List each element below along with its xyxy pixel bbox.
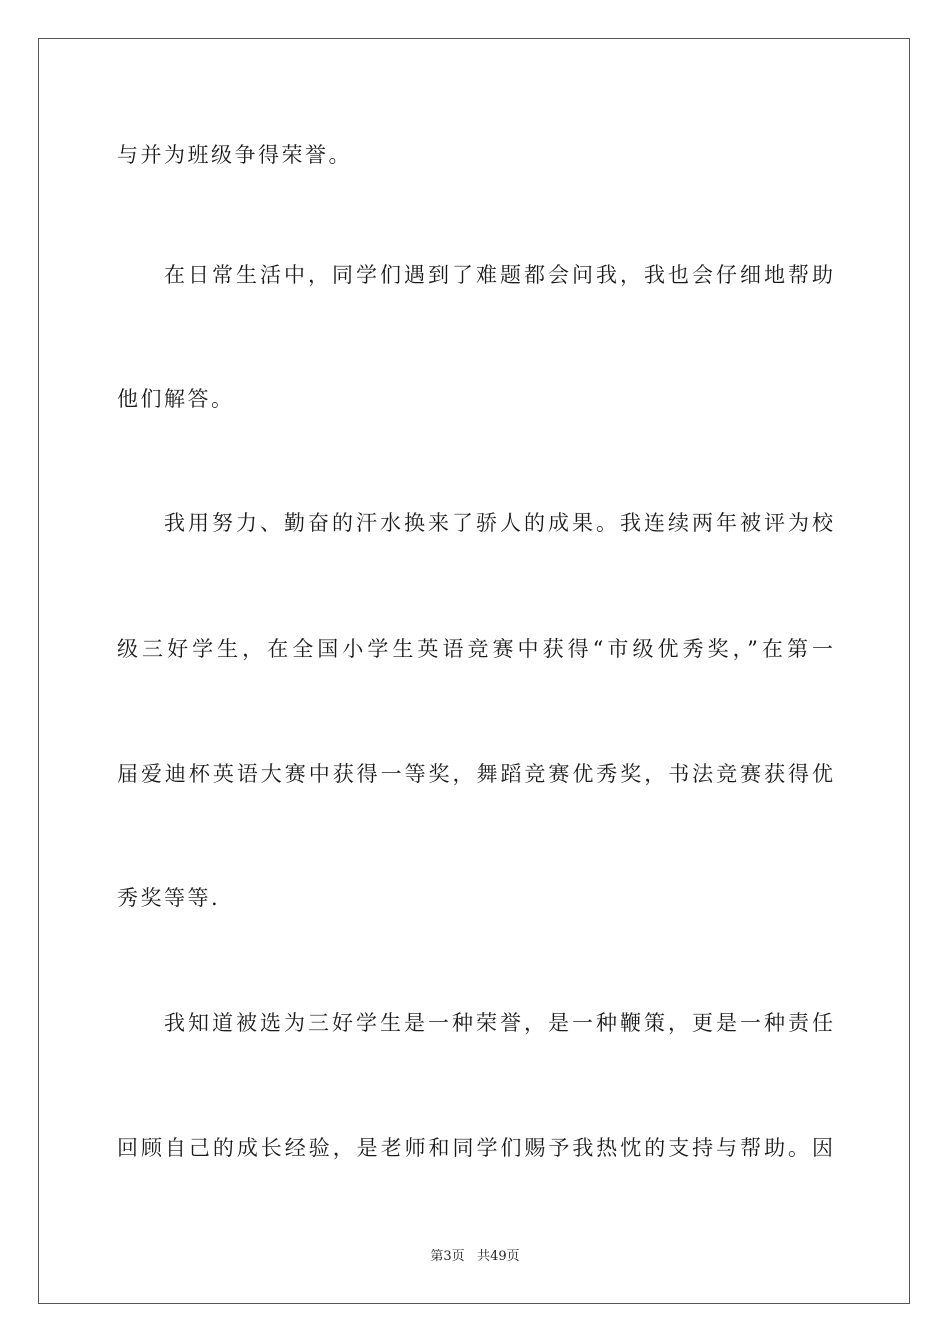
text-line: 他们解答。 xyxy=(117,387,235,411)
text-line: 届爱迪杯英语大赛中获得一等奖，舞蹈竞赛优秀奖，书法竞赛获得优 xyxy=(117,762,833,786)
page-footer xyxy=(0,1248,950,1266)
text-line: 秀奖等等. xyxy=(117,886,221,910)
text-line: 回顾自己的成长经验，是老师和同学们赐予我热忱的支持与帮助。因 xyxy=(117,1136,833,1160)
page-number: 第3页 xyxy=(430,1249,465,1264)
text-line: 与并为班级争得荣誉。 xyxy=(117,143,352,167)
text-line: 级三好学生，在全国小学生英语竞赛中获得“市级优秀奖，”在第一 xyxy=(117,637,833,661)
page-border xyxy=(38,38,910,1304)
page-total: 共49页 xyxy=(477,1249,520,1264)
text-line: 在日常生活中，同学们遇到了难题都会问我，我也会仔细地帮助 xyxy=(164,263,833,287)
text-line: 我知道被选为三好学生是一种荣誉，是一种鞭策，更是一种责任 xyxy=(164,1011,833,1035)
text-line: 我用努力、勤奋的汗水换来了骄人的成果。我连续两年被评为校 xyxy=(164,511,833,535)
